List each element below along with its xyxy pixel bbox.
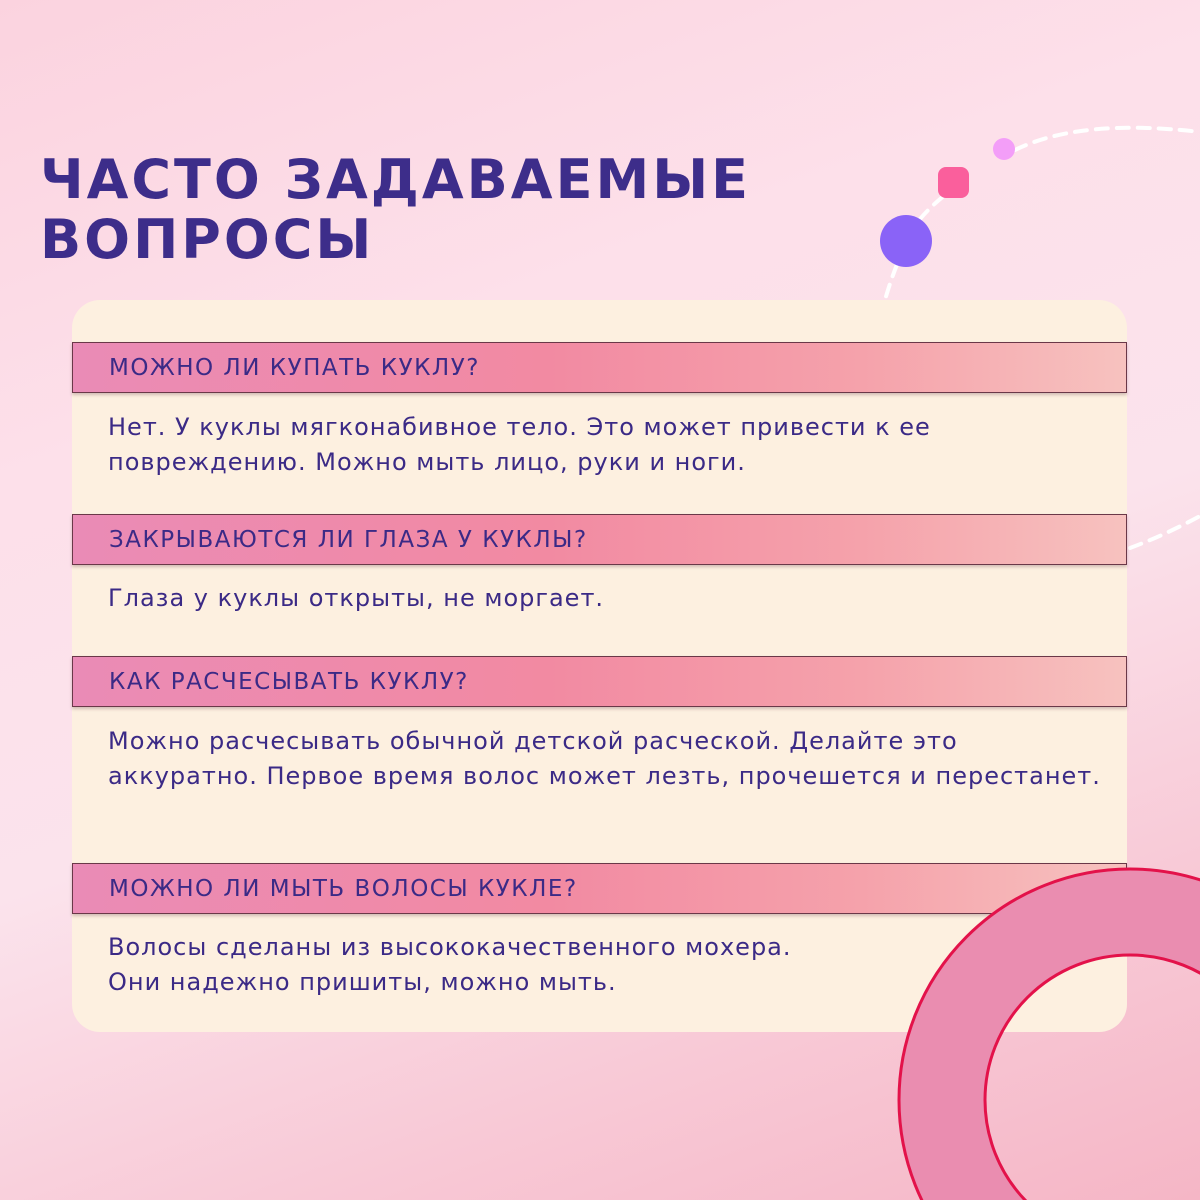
faq-question: ЗАКРЫВАЮТСЯ ЛИ ГЛАЗА У КУКЛЫ? [109, 527, 588, 553]
faq-card [72, 300, 1127, 1032]
dashed-arc-top [1015, 128, 1200, 150]
dashed-arc-right [1130, 516, 1200, 548]
faq-answer: Можно расчесывать обычной детской расческой. Делайте это аккуратно. Первое время волос может лезть, прочешется и перестанет. [108, 727, 1101, 790]
purple-dot [880, 215, 932, 267]
pink-square-dot [938, 167, 969, 198]
faq-answer: Нет. У куклы мягконабивное тело. Это может привести к ее повреждению. Можно мыть лицо, руки и ноги. [108, 413, 931, 476]
faq-answer: Волосы сделаны из высококачественного мохера. Они надежно пришиты, можно мыть. [108, 933, 792, 996]
faq-question-band [72, 656, 1127, 707]
faq-question-band [72, 342, 1127, 393]
faq-answer: Глаза у куклы открыты, не моргает. [108, 584, 605, 612]
faq-question: МОЖНО ЛИ МЫТЬ ВОЛОСЫ КУКЛЕ? [109, 876, 578, 902]
faq-question-band [72, 514, 1127, 565]
faq-question: КАК РАСЧЕСЫВАТЬ КУКЛУ? [109, 669, 469, 695]
faq-question-band [72, 863, 1127, 914]
dashed-arc-left [885, 184, 960, 300]
page-title: ЧАСТО ЗАДАВАЕМЫЕ ВОПРОСЫ [40, 148, 752, 271]
light-pink-dot [993, 138, 1015, 160]
faq-question: МОЖНО ЛИ КУПАТЬ КУКЛУ? [109, 355, 480, 381]
